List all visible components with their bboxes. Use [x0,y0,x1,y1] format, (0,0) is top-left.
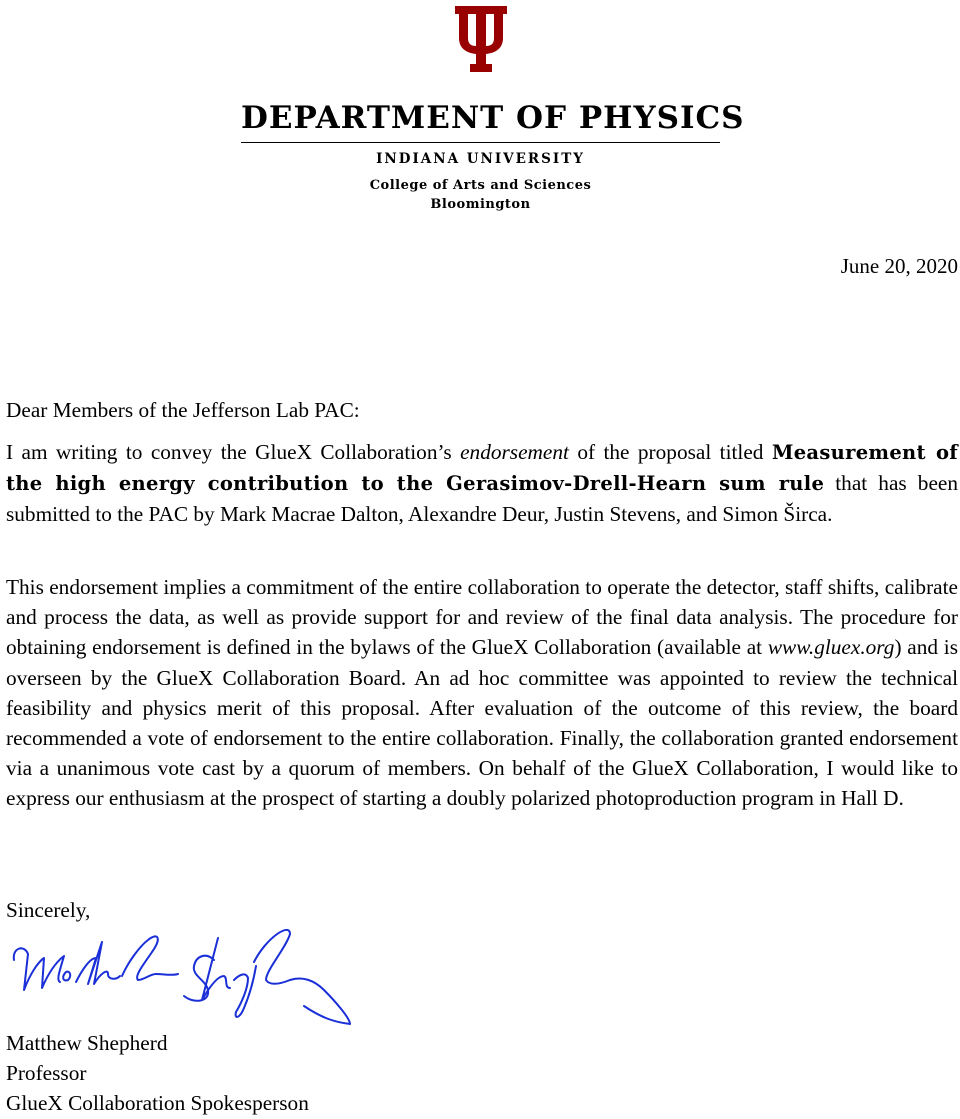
iu-trident-logo-icon [452,4,510,74]
signer-block [6,1028,958,1119]
handwritten-signature-icon [4,918,356,1034]
proposal-title: Measurement of the high energy contribution to the Gerasimov-Drell-Hearn sum rule [6,441,958,496]
university-name: INDIANA UNIVERSITY [376,151,585,167]
p2-part1: This endorsement implies a commitment of the entire collaboration to operate the detector, staff shifts, calibrate and process the data, as well as provide support for and review of the final data analysis. The procedure for obtaining endorsement is defined in the bylaws of the GlueX Collaboration (available at [6,575,958,660]
paragraph-endorsement [6,437,958,530]
signer-name: Matthew Shepherd [6,1031,168,1055]
header-divider [241,142,720,143]
salutation: Dear Members of the Jefferson Lab PAC: [6,398,360,422]
signer-role: GlueX Collaboration Spokesperson [6,1091,309,1116]
p1-emphasis: endorsement [460,440,569,464]
p1-intro: I am writing to convey the GlueX Collaboration’s [6,440,461,464]
paragraph-commitment [6,572,958,814]
p2-part2: ) and is overseen by the GlueX Collaboration Board. An ad hoc committee was appointed to review the technical feasibility and physics merit of this proposal. After evaluation of the outcome of this review, the board recommended a vote of endorsement to the entire collaboration. Finally, the collaboration granted endorsement via a unanimous vote cast by a quorum of members. On behalf of the GlueX Collaboration, I would like to express our enthusiasm at the prospect of starting a doubly polarized photoproduction program in Hall D. [6,635,958,811]
college-name: College of Arts and Sciences [369,178,592,193]
campus-name: Bloomington [430,197,531,212]
letter-date: June 20, 2020 [840,254,958,278]
gluex-website-link[interactable]: www.gluex.org [767,635,895,660]
signer-position: Professor [6,1061,87,1086]
department-title: DEPARTMENT OF PHYSICS [241,100,745,136]
p1-rest: that has been submitted to the PAC by Mark Macrae Dalton, Alexandre Deur, Justin Stevens, and Simon Širca. [6,471,958,527]
closing: Sincerely, [6,898,91,922]
p1-mid: of the proposal titled [568,440,772,464]
